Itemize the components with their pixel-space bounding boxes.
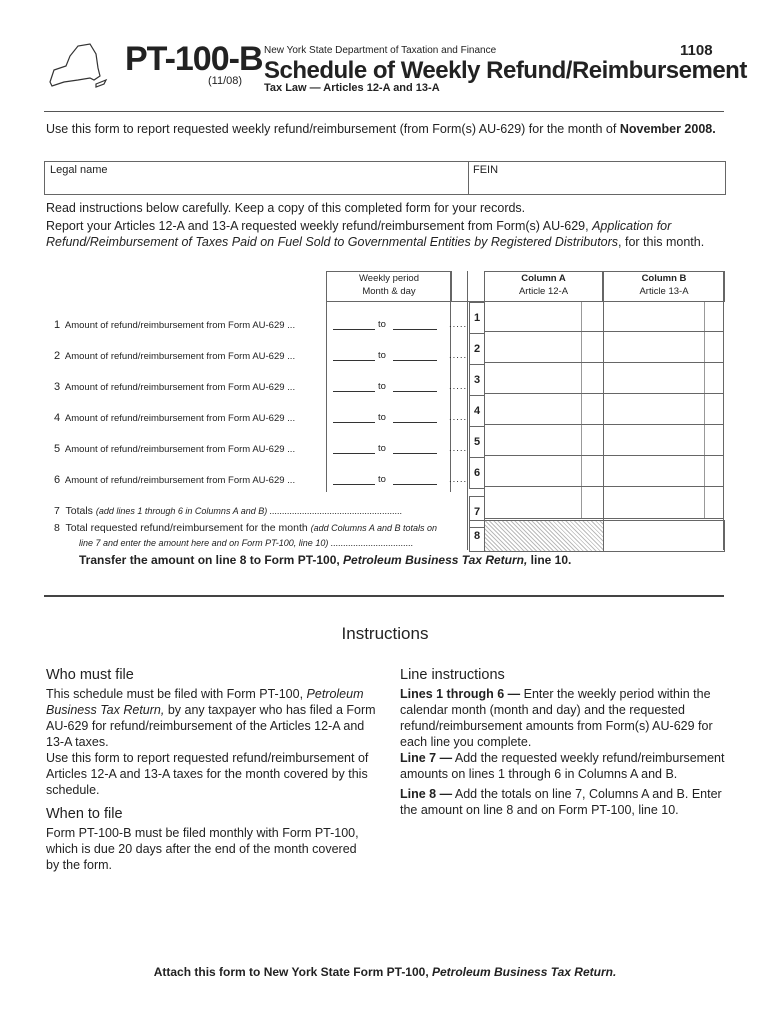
row-label-text: Amount of refund/reimbursement from Form AU-629 ... — [64, 475, 296, 486]
row-label — [54, 350, 295, 362]
row-col-a-field[interactable] — [485, 333, 580, 362]
who-must-file-p2: Use this form to report requested refund/reimbursement of Articles 12-A and 13-A taxes for the month covered by this schedule. — [46, 751, 369, 797]
row-label — [54, 443, 295, 455]
row-bottom-line — [485, 424, 723, 425]
period-end-field[interactable] — [393, 350, 437, 361]
report-line-italic: Application for Refund/Reimbursement of Taxes Paid on Fuel Sold to Governmental Entities by Registered Distributors — [46, 219, 672, 249]
row-label — [54, 412, 295, 424]
period-left-border — [326, 302, 327, 492]
footer-italic: Petroleum Business Tax Return. — [432, 965, 617, 979]
column-a-title: Column A — [521, 273, 566, 284]
line-8-shaded-cell — [484, 520, 604, 552]
row-bottom-line — [485, 331, 723, 332]
instructions-rule — [44, 595, 724, 597]
row-label-text: Amount of refund/reimbursement from Form AU-629 ... — [64, 351, 296, 362]
row-leader-dots: ..... — [449, 381, 468, 392]
period-to-label: to — [378, 412, 386, 423]
form-number: 1108 — [680, 42, 713, 59]
line-8-note-2: line 7 and enter the amount here and on Form PT-100, line 10) ................................. — [79, 538, 414, 548]
line-instr-1-6-text: Enter the weekly period within the calendar month (month and day) and the requested refund/reimbursement amounts from Form(s) AU-629 for each line you complete. — [400, 687, 713, 749]
line-instr-1-6-bold: Lines 1 through 6 — — [400, 687, 521, 701]
row-col-a-field[interactable] — [485, 395, 580, 424]
row-label-text: Amount of refund/reimbursement from Form AU-629 ... — [64, 413, 296, 424]
period-start-field[interactable] — [333, 381, 375, 392]
legal-name-field[interactable] — [46, 176, 466, 192]
row-bottom-line — [485, 455, 723, 456]
who-must-file-p1 — [46, 686, 376, 750]
line-8-amount-field[interactable] — [603, 520, 725, 552]
row-num: 1 — [54, 319, 61, 331]
line-instr-1-6 — [400, 686, 726, 750]
row-col-a-field[interactable] — [485, 364, 580, 393]
transfer-prefix: Transfer the amount on line 8 to Form PT-100, — [79, 553, 344, 567]
form-title: Schedule of Weekly Refund/Reimbursement — [264, 57, 747, 84]
period-to-label: to — [378, 381, 386, 392]
row-line-box: 6 — [469, 457, 485, 489]
period-start-field[interactable] — [333, 443, 375, 454]
row-line-box: 1 — [469, 302, 485, 334]
period-start-field[interactable] — [333, 412, 375, 423]
row-label — [54, 474, 295, 486]
row-col-a-field[interactable] — [485, 302, 580, 331]
fein-field[interactable] — [470, 176, 722, 192]
row-col-b-field[interactable] — [604, 457, 703, 486]
row-leader-dots: ..... — [449, 474, 468, 485]
column-b-title: Column B — [641, 273, 687, 284]
row-line-box: 4 — [469, 395, 485, 427]
who-p1-b: by any taxpayer who has filed a Form AU-629 for refund/reimbursement of the Articles 12-A and 13-A taxes. — [46, 703, 376, 749]
period-end-field[interactable] — [393, 474, 437, 485]
line-instructions-heading: Line instructions — [400, 667, 505, 683]
intro-text — [46, 122, 716, 136]
form-revision: (11/08) — [208, 75, 243, 87]
report-line-end: , for this month. — [618, 235, 705, 249]
form-subtitle: Tax Law — Articles 12-A and 13-A — [264, 82, 440, 94]
report-line-text: Report your Articles 12-A and 13-A requested weekly refund/reimbursement from Form(s) AU-629, — [46, 219, 593, 233]
period-to-label: to — [378, 443, 386, 454]
rows-top-border — [326, 301, 723, 302]
period-to-label: to — [378, 319, 386, 330]
row-col-a-field[interactable] — [485, 457, 580, 486]
row-col-b-field[interactable] — [604, 426, 703, 455]
row-leader-dots: ..... — [449, 319, 468, 330]
row-bottom-line — [485, 486, 723, 487]
row-col-b-field[interactable] — [604, 395, 703, 424]
transfer-suffix: line 10. — [527, 553, 572, 567]
row-label-text: Amount of refund/reimbursement from Form AU-629 ... — [64, 320, 296, 331]
line-8-label — [54, 522, 437, 534]
row-label — [54, 319, 295, 331]
row-col-a-field[interactable] — [485, 426, 580, 455]
line-instr-8-bold: Line 8 — — [400, 787, 453, 801]
row-leader-dots: ..... — [449, 443, 468, 454]
instructions-title: Instructions — [341, 624, 429, 643]
line-instr-7-text: Add the requested weekly refund/reimbursement amounts on lines 1 through 6 in Columns A and B. — [400, 751, 725, 781]
line-7-title: Totals — [65, 505, 93, 517]
row-num: 5 — [54, 443, 61, 455]
who-must-file-heading: Who must file — [46, 667, 134, 683]
when-to-file-p1: Form PT-100-B must be filed monthly with Form PT-100, which is due 20 days after the end of the month covered by the form. — [46, 826, 359, 872]
col-b-right-border — [723, 271, 724, 550]
read-instructions: Read instructions below carefully. Keep a copy of this completed form for your records. — [46, 201, 526, 215]
period-end-field[interactable] — [393, 381, 437, 392]
who-p1-a: This schedule must be filed with Form PT-100, — [46, 687, 307, 701]
line-7-note: (add lines 1 through 6 in Columns A and B) ..................................................... — [95, 506, 403, 516]
period-end-field[interactable] — [393, 443, 437, 454]
row-num: 3 — [54, 381, 61, 393]
period-start-field[interactable] — [333, 350, 375, 361]
row-num: 4 — [54, 412, 61, 424]
intro-body: Use this form to report requested weekly refund/reimbursement (from Form(s) AU-629) for the month of — [46, 122, 620, 136]
row-bottom-line — [485, 362, 723, 363]
period-start-field[interactable] — [333, 319, 375, 330]
line-instr-8-text: Add the totals on line 7, Columns A and B. Enter the amount on line 8 and on Form PT-100, line 10. — [400, 787, 722, 817]
period-end-field[interactable] — [393, 412, 437, 423]
row-num: 6 — [54, 474, 61, 486]
period-to-label: to — [378, 350, 386, 361]
header-rule — [44, 111, 724, 112]
transfer-italic: Petroleum Business Tax Return, — [343, 553, 528, 567]
row-line-box: 3 — [469, 364, 485, 396]
line-8-note-1: (add Columns A and B totals on — [310, 523, 438, 533]
column-a-header — [484, 271, 603, 302]
line-7-bottom — [485, 518, 723, 519]
line-instr-8 — [400, 786, 730, 818]
line-7-col-a-field[interactable] — [485, 496, 580, 518]
line-8-num: 8 — [54, 522, 60, 534]
weekly-period-sub: Month & day — [362, 286, 416, 297]
department-name: New York State Department of Taxation and Finance — [264, 45, 497, 56]
row-label-text: Amount of refund/reimbursement from Form AU-629 ... — [64, 382, 296, 393]
line-8-box: 8 — [469, 520, 485, 552]
row-label-text: Amount of refund/reimbursement from Form AU-629 ... — [64, 444, 296, 455]
line-7-num: 7 — [54, 505, 60, 517]
report-line — [46, 218, 726, 250]
column-b-header — [603, 271, 725, 302]
transfer-note — [79, 553, 571, 567]
line-8-title: Total requested refund/reimbursement for the month — [65, 522, 308, 534]
weekly-period-title: Weekly period — [358, 273, 420, 284]
period-to-label: to — [378, 474, 386, 485]
intro-month: November 2008. — [619, 122, 716, 136]
name-fein-divider — [468, 161, 469, 194]
line-7-col-b-field[interactable] — [604, 496, 703, 518]
row-leader-dots: ..... — [449, 412, 468, 423]
row-label — [54, 381, 295, 393]
weekly-period-header — [326, 271, 452, 302]
row-leader-dots: ..... — [449, 350, 468, 361]
form-id: PT-100-B — [125, 40, 263, 78]
row-bottom-line — [485, 393, 723, 394]
row-col-b-field[interactable] — [604, 364, 703, 393]
period-end-field[interactable] — [393, 319, 437, 330]
footer-note — [0, 965, 770, 979]
row-line-box: 2 — [469, 333, 485, 365]
when-to-file-heading: When to file — [46, 806, 123, 822]
line-7-label — [54, 505, 402, 517]
column-a-sub: Article 12-A — [518, 286, 569, 297]
fein-label: FEIN — [473, 164, 499, 176]
line-instr-7 — [400, 750, 730, 782]
column-b-sub: Article 13-A — [639, 286, 689, 297]
row-col-b-field[interactable] — [604, 333, 703, 362]
new-york-state-map-icon — [44, 40, 110, 92]
line-7-box: 7 — [469, 496, 485, 528]
footer-prefix: Attach this form to New York State Form PT-100, — [153, 965, 432, 979]
row-num: 2 — [54, 350, 61, 362]
who-p1-italic: Petroleum Business Tax Return, — [46, 687, 364, 717]
period-start-field[interactable] — [333, 474, 375, 485]
line-instr-7-bold: Line 7 — — [400, 751, 453, 765]
linebox-left-border — [467, 271, 468, 550]
row-line-box: 5 — [469, 426, 485, 458]
row-col-b-field[interactable] — [604, 302, 703, 331]
legal-name-label: Legal name — [50, 164, 108, 176]
